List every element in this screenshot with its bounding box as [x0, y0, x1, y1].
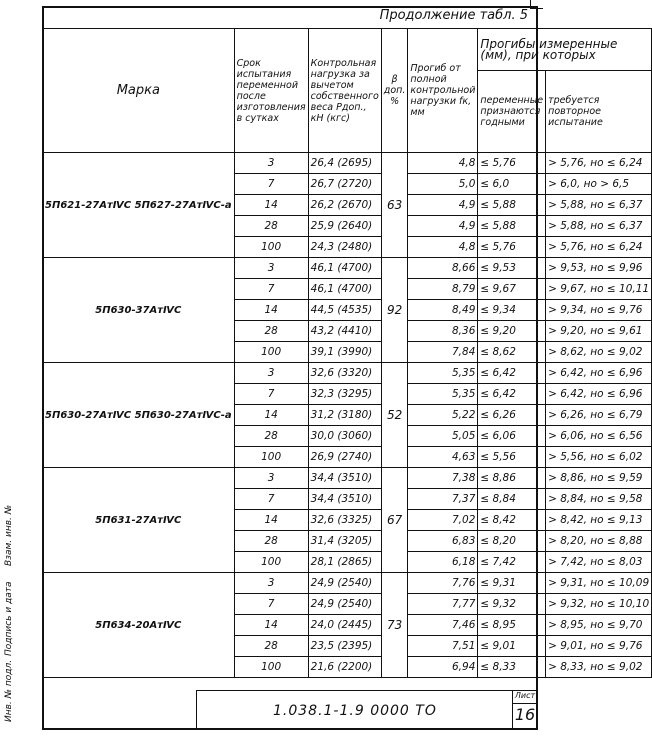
deflection-table — [42, 28, 652, 678]
load-cell: 43,2 (4410) — [308, 321, 381, 342]
term-cell: 100 — [234, 342, 308, 363]
term-cell: 14 — [234, 510, 308, 531]
accept-cell: ≤ 8,42 — [478, 510, 546, 531]
retest-cell: > 6,06, но ≤ 6,56 — [546, 426, 652, 447]
deflection-cell: 8,79 — [408, 279, 478, 300]
brand-cell: 5П630-27АтⅣС 5П630-27АтⅣС-а — [43, 363, 235, 468]
table-row — [43, 258, 652, 279]
load-cell: 24,9 (2540) — [308, 594, 381, 615]
accept-cell: ≤ 6,06 — [478, 426, 546, 447]
load-cell: 46,1 (4700) — [308, 258, 381, 279]
term-cell: 7 — [234, 384, 308, 405]
deflection-cell: 4,8 — [408, 237, 478, 258]
term-cell: 100 — [234, 447, 308, 468]
load-cell: 24,9 (2540) — [308, 573, 381, 594]
retest-cell: > 8,95, но ≤ 9,70 — [546, 615, 652, 636]
load-cell: 44,5 (4535) — [308, 300, 381, 321]
term-cell: 28 — [234, 636, 308, 657]
header-term: Срок испытания переменной после изготовления в сутках — [234, 29, 308, 153]
accept-cell: ≤ 6,0 — [478, 174, 546, 195]
header-control-load: Контрольная нагрузка за вычетом собственного веса Рдоп., кН (кгс) — [308, 29, 381, 153]
retest-cell: > 9,20, но ≤ 9,61 — [546, 321, 652, 342]
table-row — [43, 363, 652, 384]
load-cell: 26,7 (2720) — [308, 174, 381, 195]
retest-cell: > 5,56, но ≤ 6,02 — [546, 447, 652, 468]
term-cell: 14 — [234, 300, 308, 321]
load-cell: 46,1 (4700) — [308, 279, 381, 300]
term-cell: 7 — [234, 489, 308, 510]
retest-cell: > 9,31, но ≤ 10,09 — [546, 573, 652, 594]
retest-cell: > 8,84, но ≤ 9,58 — [546, 489, 652, 510]
term-cell: 14 — [234, 195, 308, 216]
sidebar-replace: Взам. инв. № — [4, 504, 14, 566]
deflection-cell: 5,35 — [408, 363, 478, 384]
term-cell: 14 — [234, 405, 308, 426]
sheet-number: 16 — [514, 705, 536, 724]
deflection-cell: 7,46 — [408, 615, 478, 636]
retest-cell: > 7,42, но ≤ 8,03 — [546, 552, 652, 573]
retest-cell: > 5,88, но ≤ 6,37 — [546, 195, 652, 216]
accept-cell: ≤ 8,95 — [478, 615, 546, 636]
retest-cell: > 9,53, но ≤ 9,96 — [546, 258, 652, 279]
term-cell: 28 — [234, 426, 308, 447]
term-cell: 3 — [234, 258, 308, 279]
load-cell: 30,0 (3060) — [308, 426, 381, 447]
accept-cell: ≤ 5,76 — [478, 153, 546, 174]
load-cell: 26,4 (2695) — [308, 153, 381, 174]
retest-cell: > 9,34, но ≤ 9,76 — [546, 300, 652, 321]
load-cell: 26,2 (2670) — [308, 195, 381, 216]
accept-cell: ≤ 9,01 — [478, 636, 546, 657]
accept-cell: ≤ 6,42 — [478, 384, 546, 405]
sidebar-sign: Подпись и дата — [4, 581, 14, 656]
load-cell: 39,1 (3990) — [308, 342, 381, 363]
term-cell: 100 — [234, 237, 308, 258]
retest-cell: > 6,0, но > 6,5 — [546, 174, 652, 195]
retest-cell: > 8,33, но ≤ 9,02 — [546, 657, 652, 678]
load-cell: 24,0 (2445) — [308, 615, 381, 636]
beta-cell: 73 — [381, 573, 408, 678]
beta-cell: 92 — [381, 258, 408, 363]
sheet-label: Лист — [513, 691, 537, 704]
term-cell: 7 — [234, 279, 308, 300]
accept-cell: ≤ 9,34 — [478, 300, 546, 321]
deflection-cell: 8,49 — [408, 300, 478, 321]
retest-cell: > 9,01, но ≤ 9,76 — [546, 636, 652, 657]
deflection-cell: 8,36 — [408, 321, 478, 342]
term-cell: 28 — [234, 216, 308, 237]
retest-cell: > 5,76, но ≤ 6,24 — [546, 153, 652, 174]
brand-cell: 5П621-27АтⅣС 5П627-27АтⅣС-а — [43, 153, 235, 258]
title-block — [196, 690, 538, 730]
accept-cell: ≤ 5,88 — [478, 216, 546, 237]
retest-cell: > 5,76, но ≤ 6,24 — [546, 237, 652, 258]
deflection-cell: 4,63 — [408, 447, 478, 468]
sidebar-inv: Инв. № подл. — [4, 659, 14, 722]
sheet-box — [512, 691, 538, 729]
load-cell: 23,5 (2395) — [308, 636, 381, 657]
deflection-cell: 7,77 — [408, 594, 478, 615]
accept-cell: ≤ 9,20 — [478, 321, 546, 342]
load-cell: 31,2 (3180) — [308, 405, 381, 426]
deflection-cell: 4,9 — [408, 216, 478, 237]
header-accepted: переменные признаются годными — [478, 71, 546, 153]
deflection-cell: 7,76 — [408, 573, 478, 594]
retest-cell: > 6,42, но ≤ 6,96 — [546, 363, 652, 384]
brand-cell: 5П634-20АтⅣС — [43, 573, 235, 678]
term-cell: 3 — [234, 573, 308, 594]
header-deflection: Прогиб от полной контрольной нагрузки fк, мм — [408, 29, 478, 153]
load-cell: 34,4 (3510) — [308, 468, 381, 489]
accept-cell: ≤ 8,62 — [478, 342, 546, 363]
retest-cell: > 8,62, но ≤ 9,02 — [546, 342, 652, 363]
deflection-cell: 5,0 — [408, 174, 478, 195]
deflection-cell: 7,02 — [408, 510, 478, 531]
table-row — [43, 468, 652, 489]
accept-cell: ≤ 9,31 — [478, 573, 546, 594]
accept-cell: ≤ 5,56 — [478, 447, 546, 468]
load-cell: 21,6 (2200) — [308, 657, 381, 678]
header-mark: Марка — [43, 29, 235, 153]
deflection-cell: 5,22 — [408, 405, 478, 426]
term-cell: 100 — [234, 657, 308, 678]
retest-cell: > 6,42, но ≤ 6,96 — [546, 384, 652, 405]
accept-cell: ≤ 8,86 — [478, 468, 546, 489]
term-cell: 7 — [234, 594, 308, 615]
brand-cell: 5П630-37АтⅣС — [43, 258, 235, 363]
document-code: 1.038.1-1.9 0000 ТО — [273, 703, 437, 719]
deflection-cell: 8,66 — [408, 258, 478, 279]
accept-cell: ≤ 9,67 — [478, 279, 546, 300]
beta-cell: 63 — [381, 153, 408, 258]
load-cell: 31,4 (3205) — [308, 531, 381, 552]
header-retest: требуется повторное испытание — [546, 71, 652, 153]
deflection-cell: 7,51 — [408, 636, 478, 657]
load-cell: 32,6 (3320) — [308, 363, 381, 384]
deflection-cell: 7,38 — [408, 468, 478, 489]
sidebar-stamps — [2, 506, 18, 722]
term-cell: 3 — [234, 363, 308, 384]
accept-cell: ≤ 7,42 — [478, 552, 546, 573]
header-measured: Прогибы измеренные (мм), при которых — [478, 29, 652, 71]
corner-mark — [530, 0, 543, 9]
accept-cell: ≤ 8,20 — [478, 531, 546, 552]
table-continuation-title: Продолжение табл. 5 — [379, 8, 528, 23]
load-cell: 34,4 (3510) — [308, 489, 381, 510]
retest-cell: > 9,67, но ≤ 10,11 — [546, 279, 652, 300]
retest-cell: > 5,88, но ≤ 6,37 — [546, 216, 652, 237]
accept-cell: ≤ 6,26 — [478, 405, 546, 426]
term-cell: 7 — [234, 174, 308, 195]
accept-cell: ≤ 8,33 — [478, 657, 546, 678]
load-cell: 24,3 (2480) — [308, 237, 381, 258]
deflection-cell: 7,84 — [408, 342, 478, 363]
load-cell: 32,3 (3295) — [308, 384, 381, 405]
term-cell: 3 — [234, 468, 308, 489]
retest-cell: > 8,86, но ≤ 9,59 — [546, 468, 652, 489]
accept-cell: ≤ 5,88 — [478, 195, 546, 216]
deflection-cell: 6,94 — [408, 657, 478, 678]
retest-cell: > 8,20, но ≤ 8,88 — [546, 531, 652, 552]
load-cell: 25,9 (2640) — [308, 216, 381, 237]
accept-cell: ≤ 9,32 — [478, 594, 546, 615]
term-cell: 14 — [234, 615, 308, 636]
accept-cell: ≤ 5,76 — [478, 237, 546, 258]
beta-cell: 52 — [381, 363, 408, 468]
load-cell: 32,6 (3325) — [308, 510, 381, 531]
table-row — [43, 573, 652, 594]
beta-cell: 67 — [381, 468, 408, 573]
load-cell: 28,1 (2865) — [308, 552, 381, 573]
retest-cell: > 6,26, но ≤ 6,79 — [546, 405, 652, 426]
deflection-cell: 5,05 — [408, 426, 478, 447]
table-row — [43, 153, 652, 174]
accept-cell: ≤ 6,42 — [478, 363, 546, 384]
accept-cell: ≤ 9,53 — [478, 258, 546, 279]
term-cell: 28 — [234, 321, 308, 342]
header-beta: β доп. % — [381, 29, 408, 153]
load-cell: 26,9 (2740) — [308, 447, 381, 468]
deflection-cell: 6,83 — [408, 531, 478, 552]
term-cell: 28 — [234, 531, 308, 552]
term-cell: 3 — [234, 153, 308, 174]
deflection-cell: 4,8 — [408, 153, 478, 174]
deflection-cell: 4,9 — [408, 195, 478, 216]
accept-cell: ≤ 8,84 — [478, 489, 546, 510]
deflection-cell: 7,37 — [408, 489, 478, 510]
brand-cell: 5П631-27АтⅣС — [43, 468, 235, 573]
retest-cell: > 9,32, но ≤ 10,10 — [546, 594, 652, 615]
term-cell: 100 — [234, 552, 308, 573]
deflection-cell: 5,35 — [408, 384, 478, 405]
retest-cell: > 8,42, но ≤ 9,13 — [546, 510, 652, 531]
deflection-cell: 6,18 — [408, 552, 478, 573]
